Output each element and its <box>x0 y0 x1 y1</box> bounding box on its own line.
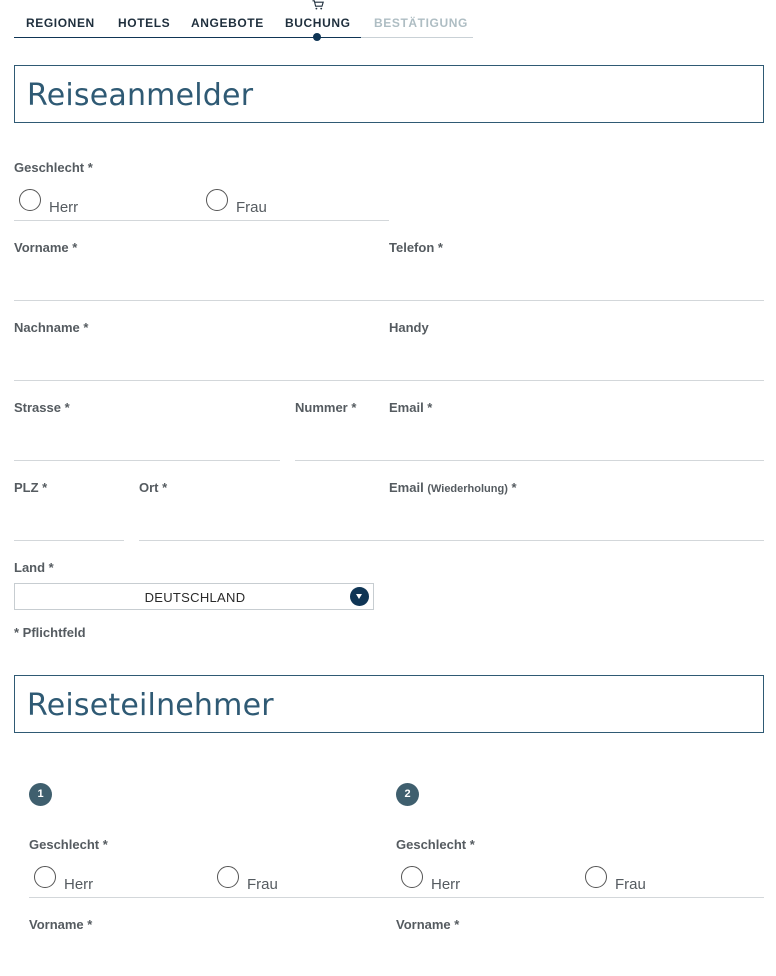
booker-frau-label[interactable]: Frau <box>236 199 267 216</box>
booker-email-repeat-label <box>389 480 517 495</box>
email-repeat-main: Email <box>389 480 424 495</box>
chevron-down-icon <box>350 587 369 606</box>
participant-2-frau-radio[interactable] <box>585 866 607 888</box>
country-select-value: DEUTSCHLAND <box>144 590 246 605</box>
booker-country-label: Land * <box>14 560 54 575</box>
participant-2-gender-line <box>396 897 764 898</box>
participant-1-frau-label[interactable]: Frau <box>247 876 278 893</box>
participant-1-badge: 1 <box>29 783 52 806</box>
participants-title: Reiseteilnehmer <box>27 688 274 723</box>
booker-title: Reiseanmelder <box>27 78 254 113</box>
booker-mobile-input[interactable] <box>389 380 764 381</box>
booker-city-label: Ort * <box>139 480 168 495</box>
cart-icon <box>312 0 324 10</box>
participant-1-gender-line <box>29 897 396 898</box>
booker-email-input[interactable] <box>389 460 764 461</box>
step-hotels[interactable]: HOTELS <box>118 16 171 30</box>
booker-street-input[interactable] <box>14 460 280 461</box>
participant-2-firstname-label: Vorname * <box>396 917 460 932</box>
booker-frau-radio[interactable] <box>206 189 228 211</box>
booker-gender-line <box>14 220 389 221</box>
booker-mobile-label: Handy <box>389 320 429 335</box>
booker-section-header <box>14 65 764 123</box>
participant-1-gender-label: Geschlecht * <box>29 837 108 852</box>
participant-1-frau-radio[interactable] <box>217 866 239 888</box>
booking-steps <box>14 0 474 40</box>
country-select[interactable] <box>14 583 374 610</box>
step-regionen[interactable]: REGIONEN <box>26 16 95 30</box>
participant-2-gender-label: Geschlecht * <box>396 837 475 852</box>
booker-email-label: Email * <box>389 400 433 415</box>
booker-firstname-input[interactable] <box>14 300 389 301</box>
participants-section-header <box>14 675 764 733</box>
booker-zip-input[interactable] <box>14 540 124 541</box>
steps-progress-line <box>14 37 361 38</box>
email-repeat-sub: (Wiederholung) <box>427 483 508 495</box>
booker-phone-input[interactable] <box>389 300 764 301</box>
steps-remaining-line <box>361 37 473 38</box>
booker-lastname-label: Nachname * <box>14 320 89 335</box>
booker-city-input[interactable] <box>139 540 389 541</box>
step-bestaetigung: BESTÄTIGUNG <box>374 16 468 30</box>
booker-firstname-label: Vorname * <box>14 240 78 255</box>
booker-number-input[interactable] <box>295 460 389 461</box>
step-angebote[interactable]: ANGEBOTE <box>191 16 264 30</box>
active-step-dot <box>313 33 321 41</box>
booker-number-label: Nummer * <box>295 400 357 415</box>
participant-1-firstname-label: Vorname * <box>29 917 93 932</box>
participant-1-herr-radio[interactable] <box>34 866 56 888</box>
booker-email-repeat-input[interactable] <box>389 540 764 541</box>
participant-2-herr-label[interactable]: Herr <box>431 876 461 893</box>
email-repeat-star: * <box>511 480 517 495</box>
booker-street-label: Strasse * <box>14 400 70 415</box>
booker-lastname-input[interactable] <box>14 380 389 381</box>
step-buchung[interactable]: BUCHUNG <box>285 16 351 30</box>
booker-zip-label: PLZ * <box>14 480 48 495</box>
participant-2-frau-label[interactable]: Frau <box>615 876 646 893</box>
booker-herr-label[interactable]: Herr <box>49 199 79 216</box>
participant-2-badge: 2 <box>396 783 419 806</box>
booker-gender-label: Geschlecht * <box>14 160 93 175</box>
required-note: * Pflichtfeld <box>14 625 86 640</box>
participant-2-herr-radio[interactable] <box>401 866 423 888</box>
participant-1-herr-label[interactable]: Herr <box>64 876 94 893</box>
booker-herr-radio[interactable] <box>19 189 41 211</box>
booker-phone-label: Telefon * <box>389 240 443 255</box>
